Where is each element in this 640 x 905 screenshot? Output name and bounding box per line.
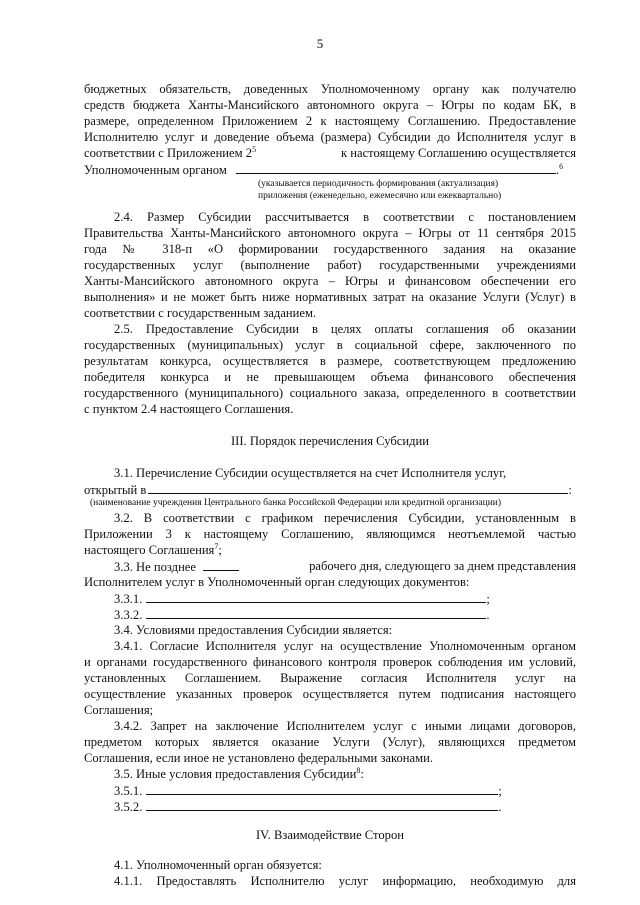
text-line: установленных Соглашением. Выражение согласия Исполнителя услуг на (84, 671, 576, 685)
text-line: 2.4. Размер Субсидии рассчитывается в соответствии с постановлением (114, 210, 576, 224)
text-line: Исполнителем услуг в Уполномоченный орган следующих документов: (84, 575, 470, 589)
blank-field (148, 482, 568, 494)
blank-field (236, 162, 556, 174)
text-line: 2.5. Предоставление Субсидии в целях оплаты соглашения об оказании (114, 322, 576, 336)
blank-field (146, 607, 486, 619)
section-heading: IV. Взаимодействие Сторон (255, 828, 405, 842)
text-line: Приложении 3 к настоящему Соглашению, являющимся неотъемлемой частью (84, 527, 576, 541)
text-line: 3.4.1. Согласие Исполнителя услуг на осуществление Уполномоченным органом (114, 639, 576, 653)
item-number: 3.5.1. (114, 784, 143, 798)
text-line (114, 799, 576, 815)
text-line: Соглашения, если иное не установлено федеральными законами. (84, 751, 433, 765)
text-line: результатам конкурса, осуществляется в размере, соответствующем предложению (84, 354, 576, 368)
punct: . (555, 163, 560, 177)
text-line: 3.1. Перечисление Субсидии осуществляется на счет Исполнителя услуг, (114, 466, 507, 480)
text-line (84, 543, 576, 558)
punct: : (360, 767, 364, 781)
field-caption: (наименование учреждения Центрального банка Российской Федерации или кредитной организации) (90, 498, 502, 508)
text-line: предметом которых является оказание Услуги (Услуг), являющихся предметом (84, 735, 576, 749)
text-fragment: открытый в (84, 483, 147, 497)
item-number: 3.3.2. (114, 608, 143, 622)
footnote-ref: 8 (356, 765, 361, 775)
text-line (84, 146, 576, 161)
item-number: 3.5.2. (114, 800, 143, 814)
text-line: Правительства Ханты-Мансийского автономного округа – Югры от 11 сентября 2015 (84, 226, 576, 240)
footnote-ref: 5 (252, 144, 257, 154)
text-fragment: Уполномоченным органом (84, 163, 227, 177)
text-fragment: к настоящему Соглашению осуществляется (340, 146, 576, 160)
text-fragment: 3.5. Иные условия предоставления Субсидии (114, 767, 357, 781)
field-caption: (указывается периодичность формирования (актуализация) (258, 179, 499, 189)
text-line (114, 783, 576, 799)
punct: ; (218, 543, 222, 557)
blank-field (146, 783, 498, 795)
blank-field (146, 799, 498, 811)
text-line (84, 162, 576, 178)
text-line: государственного (муниципального) социального заказа, определенного в соответствии (84, 386, 576, 400)
text-line: Исполнителю услуг и доведение объема (размера) Субсидии до Исполнителя услуг в (84, 130, 576, 144)
field-caption: приложения (еженедельно, ежемесячно или ежеквартально) (258, 191, 502, 201)
text-fragment: рабочего дня, следующего за днем представления (309, 559, 576, 573)
text-line: осуществление указанных проверок осуществляется путем подписания настоящего (84, 687, 576, 701)
punct: ; (486, 592, 490, 606)
text-line: выполнения» и не может быть ниже нормативных затрат на оказание Услуги (Услуг) в (84, 290, 576, 304)
blank-field (203, 559, 239, 571)
text-line (114, 607, 576, 623)
text-line: 3.4.2. Запрет на заключение Исполнителем услуг с иными лицами договоров, (114, 719, 576, 733)
text-line: Соглашения; (84, 703, 154, 717)
text-line: Ханты-Мансийского автономного округа – Югры и финансовом обеспечении его (84, 274, 576, 288)
text-line: государственных (муниципальных) услуг в социальной сфере, заключенного по (84, 338, 576, 352)
page-number: 5 (316, 36, 324, 51)
text-line: с пунктом 2.4 настоящего Соглашения. (84, 402, 294, 416)
text-line: 4.1.1. Предоставлять Исполнителю услуг информацию, необходимую для (114, 874, 576, 888)
text-fragment: соответствии с Приложением 2 (84, 146, 253, 160)
punct: . (486, 608, 490, 622)
text-line (114, 591, 576, 607)
footnote-ref: 6 (559, 161, 564, 171)
footnote-ref: 7 (214, 541, 219, 551)
text-line: года № 318-п «О формировании государственного задания на оказание (84, 242, 576, 256)
text-line: размере, определенном Приложением 2 к настоящему Соглашению. Предоставление (84, 114, 576, 128)
punct: : (568, 483, 572, 497)
text-line: и органами государственного финансового контроля проверок соблюдения им условий, (84, 655, 576, 669)
text-line: бюджетных обязательств, доведенных Уполномоченному органу как получателю (84, 82, 576, 96)
text-line: 3.2. В соответствии с графиком перечисления Субсидии, установленным в (114, 511, 576, 525)
text-line: государственных услуг (выполнение работ) государственными учреждениями (84, 258, 576, 272)
text-fragment: настоящего Соглашения (84, 543, 215, 557)
punct: . (498, 800, 502, 814)
text-line (114, 559, 576, 575)
text-line: победителя конкурса и не превышающем объема финансового обеспечения (84, 370, 576, 384)
blank-field (146, 591, 486, 603)
text-line: 4.1. Уполномоченный орган обязуется: (114, 858, 322, 872)
text-fragment: 3.3. Не позднее (114, 560, 196, 574)
text-line: средств бюджета Ханты-Мансийского автономного округа – Югры по кодам БК, в (84, 98, 576, 112)
text-line (114, 767, 576, 782)
punct: ; (498, 784, 502, 798)
text-line (84, 482, 576, 498)
section-heading: III. Порядок перечисления Субсидии (230, 434, 430, 448)
item-number: 3.3.1. (114, 592, 143, 606)
text-line: соответствии с государственным заданием. (84, 306, 317, 320)
text-line: 3.4. Условиями предоставления Субсидии является: (114, 623, 393, 637)
